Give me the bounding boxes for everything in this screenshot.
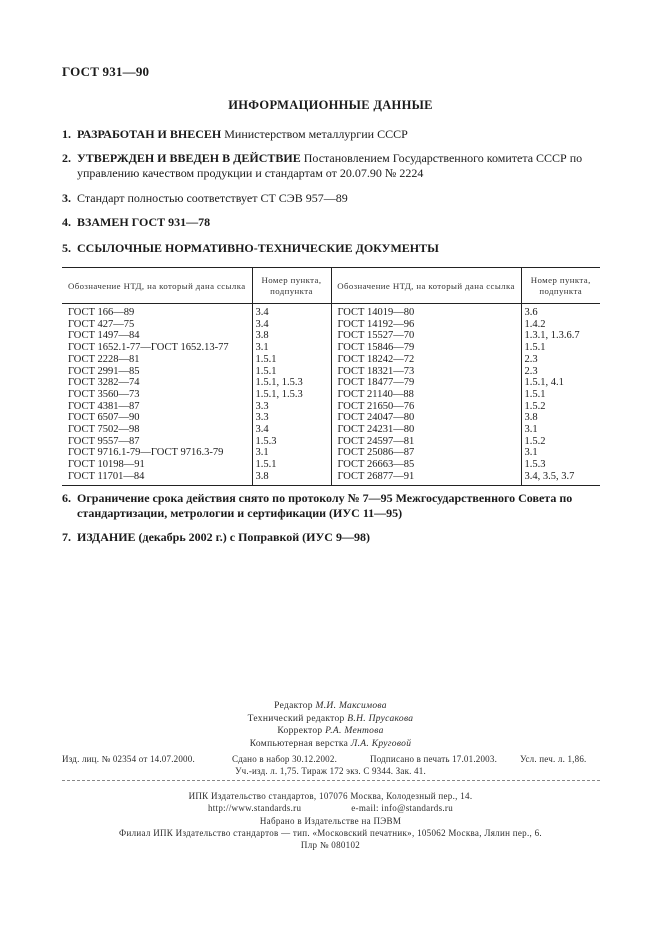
imprint-print: Подписано в печать 17.01.2003. <box>370 754 498 764</box>
references-table <box>62 267 600 486</box>
publisher-web-link[interactable]: http://www.standards.ru <box>207 803 302 814</box>
clause-cell: 3.1 <box>524 447 538 459</box>
designation-cell: ГОСТ 4381—87 <box>62 401 252 413</box>
designation-cell: ГОСТ 15527—70 <box>331 330 521 342</box>
item-lead: ССЫЛОЧНЫЕ НОРМАТИВНО-ТЕХНИЧЕСКИЕ ДОКУМЕНТЫ <box>77 241 439 255</box>
designation-cell: ГОСТ 7502—98 <box>62 424 252 436</box>
publisher-printer: Филиал ИПК Издательство стандартов — тип. «Московский печатник», 105062 Москва, Лялин пер., 6. <box>119 827 542 838</box>
item-number: 6. <box>62 491 71 505</box>
designation-cell: ГОСТ 9557—87 <box>62 436 252 448</box>
designation-cell: ГОСТ 3282—74 <box>62 377 252 389</box>
table-row <box>62 436 600 448</box>
item-text: Ограничение срока действия снято по протоколу № 7—95 Межгосударственного Совета по стандартизации, метрологии и сертификации (ИУС 11—95) <box>77 491 573 520</box>
clause-cell: 3.4, 3.5, 3.7 <box>521 471 600 485</box>
table-row <box>62 447 600 459</box>
designation-cell: ГОСТ 18242—72 <box>331 354 521 366</box>
designation-cell: ГОСТ 427—75 <box>62 319 252 331</box>
clause-cell: 1.5.2 <box>524 400 546 412</box>
item-lead: РАЗРАБОТАН И ВНЕСЕН <box>77 127 222 141</box>
info-item-references <box>62 241 602 256</box>
item-text: Стандарт полностью соответствует СТ СЭВ 957—89 <box>77 191 348 205</box>
clause-cell: 1.4.2 <box>524 318 546 330</box>
designation-cell: ГОСТ 1652.1-77—ГОСТ 1652.13-77 <box>62 342 252 354</box>
clause-cell: 1.3.1, 1.3.6.7 <box>524 330 580 342</box>
credit-editor: Редактор М.И. Максимова <box>274 701 387 711</box>
clause-cell: 3.3 <box>252 412 331 424</box>
designation-cell: ГОСТ 15846—79 <box>331 342 521 354</box>
publisher-typesetting: Набрано в Издательстве на ПЭВМ <box>259 815 402 826</box>
designation-cell: ГОСТ 26663—85 <box>331 459 521 471</box>
designation-cell: ГОСТ 24047—80 <box>331 412 521 424</box>
header-designation: Обозначение НТД, на который дана ссылка <box>62 268 252 304</box>
publisher-email[interactable]: e-mail: info@standards.ru <box>351 803 454 814</box>
item-text: Постановлением Государственного комитета СССР по управлению качеством продукции и стандартам от 20.07.90 № 2224 <box>77 151 583 180</box>
info-item-developed <box>62 127 602 142</box>
clause-cell: 1.5.1 <box>252 366 331 378</box>
designation-cell: ГОСТ 18321—73 <box>331 366 521 378</box>
item-lead: ВЗАМЕН ГОСТ 931—78 <box>77 215 211 229</box>
designation-cell: ГОСТ 10198—91 <box>62 459 252 471</box>
credits-block <box>0 700 661 750</box>
clause-cell: 1.5.3 <box>524 459 546 471</box>
clause-cell: 1.5.3 <box>252 436 331 448</box>
credit-layout: Компьютерная верстка Л.А. Круговой <box>249 738 412 749</box>
table-row <box>62 377 600 389</box>
designation-cell: ГОСТ 2228—81 <box>62 354 252 366</box>
clause-cell: 3.6 <box>524 307 538 318</box>
clause-cell: 3.4 <box>252 304 331 319</box>
publisher-contacts <box>0 802 661 814</box>
clause-cell: 1.5.1, 4.1 <box>524 377 564 389</box>
designation-cell: ГОСТ 2991—85 <box>62 366 252 378</box>
info-item-approved <box>62 151 602 181</box>
designation-cell: ГОСТ 18477—79 <box>331 377 521 389</box>
references-body <box>62 304 600 486</box>
table-row <box>62 424 600 436</box>
imprint-sheets: Усл. печ. л. 1,86. <box>520 754 587 764</box>
clause-cell: 1.5.2 <box>524 435 546 447</box>
clause-cell: 3.1 <box>252 342 331 354</box>
designation-cell: ГОСТ 26877—91 <box>331 471 521 485</box>
designation-cell: ГОСТ 3560—73 <box>62 389 252 401</box>
clause-cell: 3.4 <box>252 424 331 436</box>
designation-cell: ГОСТ 21650—76 <box>331 401 521 413</box>
item-lead: ИЗДАНИЕ <box>77 530 136 544</box>
designation-cell: ГОСТ 9716.1-79—ГОСТ 9716.3-79 <box>62 447 252 459</box>
table-row <box>62 401 600 413</box>
info-item-edition <box>62 530 602 545</box>
info-item-validity <box>62 491 602 521</box>
designation-cell: ГОСТ 21140—88 <box>331 389 521 401</box>
publisher-block <box>0 790 661 851</box>
table-row <box>62 354 600 366</box>
designation-cell: ГОСТ 166—89 <box>62 304 252 319</box>
credit-tech-editor: Технический редактор В.Н. Прусакова <box>247 713 414 724</box>
clause-cell: 1.5.1 <box>524 388 546 400</box>
divider <box>62 780 600 781</box>
clause-cell: 3.4 <box>252 319 331 331</box>
clause-cell: 3.3 <box>252 401 331 413</box>
item-text: Министерством металлургии СССР <box>221 127 408 141</box>
page-header: ГОСТ 931—90 <box>62 64 150 79</box>
item-number: 1. <box>62 127 71 141</box>
item-lead: УТВЕРЖДЕН И ВВЕДЕН В ДЕЙСТВИЕ <box>77 151 301 165</box>
clause-cell: 1.5.1 <box>252 459 331 471</box>
clause-cell: 3.8 <box>252 330 331 342</box>
table-row <box>62 304 600 319</box>
imprint-license: Изд. лиц. № 02354 от 14.07.2000. <box>62 754 195 764</box>
table-row <box>62 412 600 424</box>
imprint-line-2: Уч.-изд. л. 1,75. Тираж 172 экз. С 9344. Зак. 41. <box>235 766 426 776</box>
item-number: 5. <box>62 241 71 255</box>
table-row <box>62 342 600 354</box>
table-row <box>62 366 600 378</box>
table-row <box>62 389 600 401</box>
header-designation: Обозначение НТД, на который дана ссылка <box>331 268 521 304</box>
clause-cell: 1.5.1, 1.5.3 <box>252 389 331 401</box>
table-row <box>62 459 600 471</box>
clause-cell: 3.8 <box>524 412 538 424</box>
designation-cell: ГОСТ 25086—87 <box>331 447 521 459</box>
credit-proofreader: Корректор Р.А. Ментова <box>277 726 384 736</box>
clause-cell: 2.3 <box>524 365 538 377</box>
info-item-compliance <box>62 191 602 206</box>
designation-cell: ГОСТ 14192—96 <box>331 319 521 331</box>
item-number: 7. <box>62 530 71 544</box>
section-title: ИНФОРМАЦИОННЫЕ ДАННЫЕ <box>228 98 433 112</box>
clause-cell: 1.5.1 <box>524 342 546 354</box>
designation-cell: ГОСТ 6507—90 <box>62 412 252 424</box>
designation-cell: ГОСТ 14019—80 <box>331 304 521 319</box>
header-clause: Номер пункта, подпункта <box>252 268 331 304</box>
header-clause: Номер пункта, подпункта <box>521 268 600 304</box>
designation-cell: ГОСТ 1497—84 <box>62 330 252 342</box>
item-number: 3. <box>62 191 71 205</box>
clause-cell: 2.3 <box>524 353 538 365</box>
clause-cell: 1.5.1, 1.5.3 <box>252 377 331 389</box>
table-row <box>62 319 600 331</box>
table-row <box>62 330 600 342</box>
table-header-row <box>62 268 600 304</box>
table-row <box>62 471 600 485</box>
publisher-address: ИПК Издательство стандартов, 107076 Москва, Колодезный пер., 14. <box>188 791 473 801</box>
clause-cell: 1.5.1 <box>252 354 331 366</box>
publisher-license: Плр № 080102 <box>300 840 361 851</box>
info-item-replaces <box>62 215 602 230</box>
clause-cell: 3.1 <box>252 447 331 459</box>
designation-cell: ГОСТ 24597—81 <box>331 436 521 448</box>
item-number: 4. <box>62 215 71 229</box>
clause-cell: 3.1 <box>524 424 538 436</box>
item-text: (декабрь 2002 г.) с Поправкой (ИУС 9—98) <box>135 530 370 544</box>
imprint-typeset: Сдано в набор 30.12.2002. <box>232 754 338 764</box>
designation-cell: ГОСТ 24231—80 <box>331 424 521 436</box>
item-number: 2. <box>62 151 71 165</box>
clause-cell: 3.8 <box>252 471 331 485</box>
designation-cell: ГОСТ 11701—84 <box>62 471 252 485</box>
